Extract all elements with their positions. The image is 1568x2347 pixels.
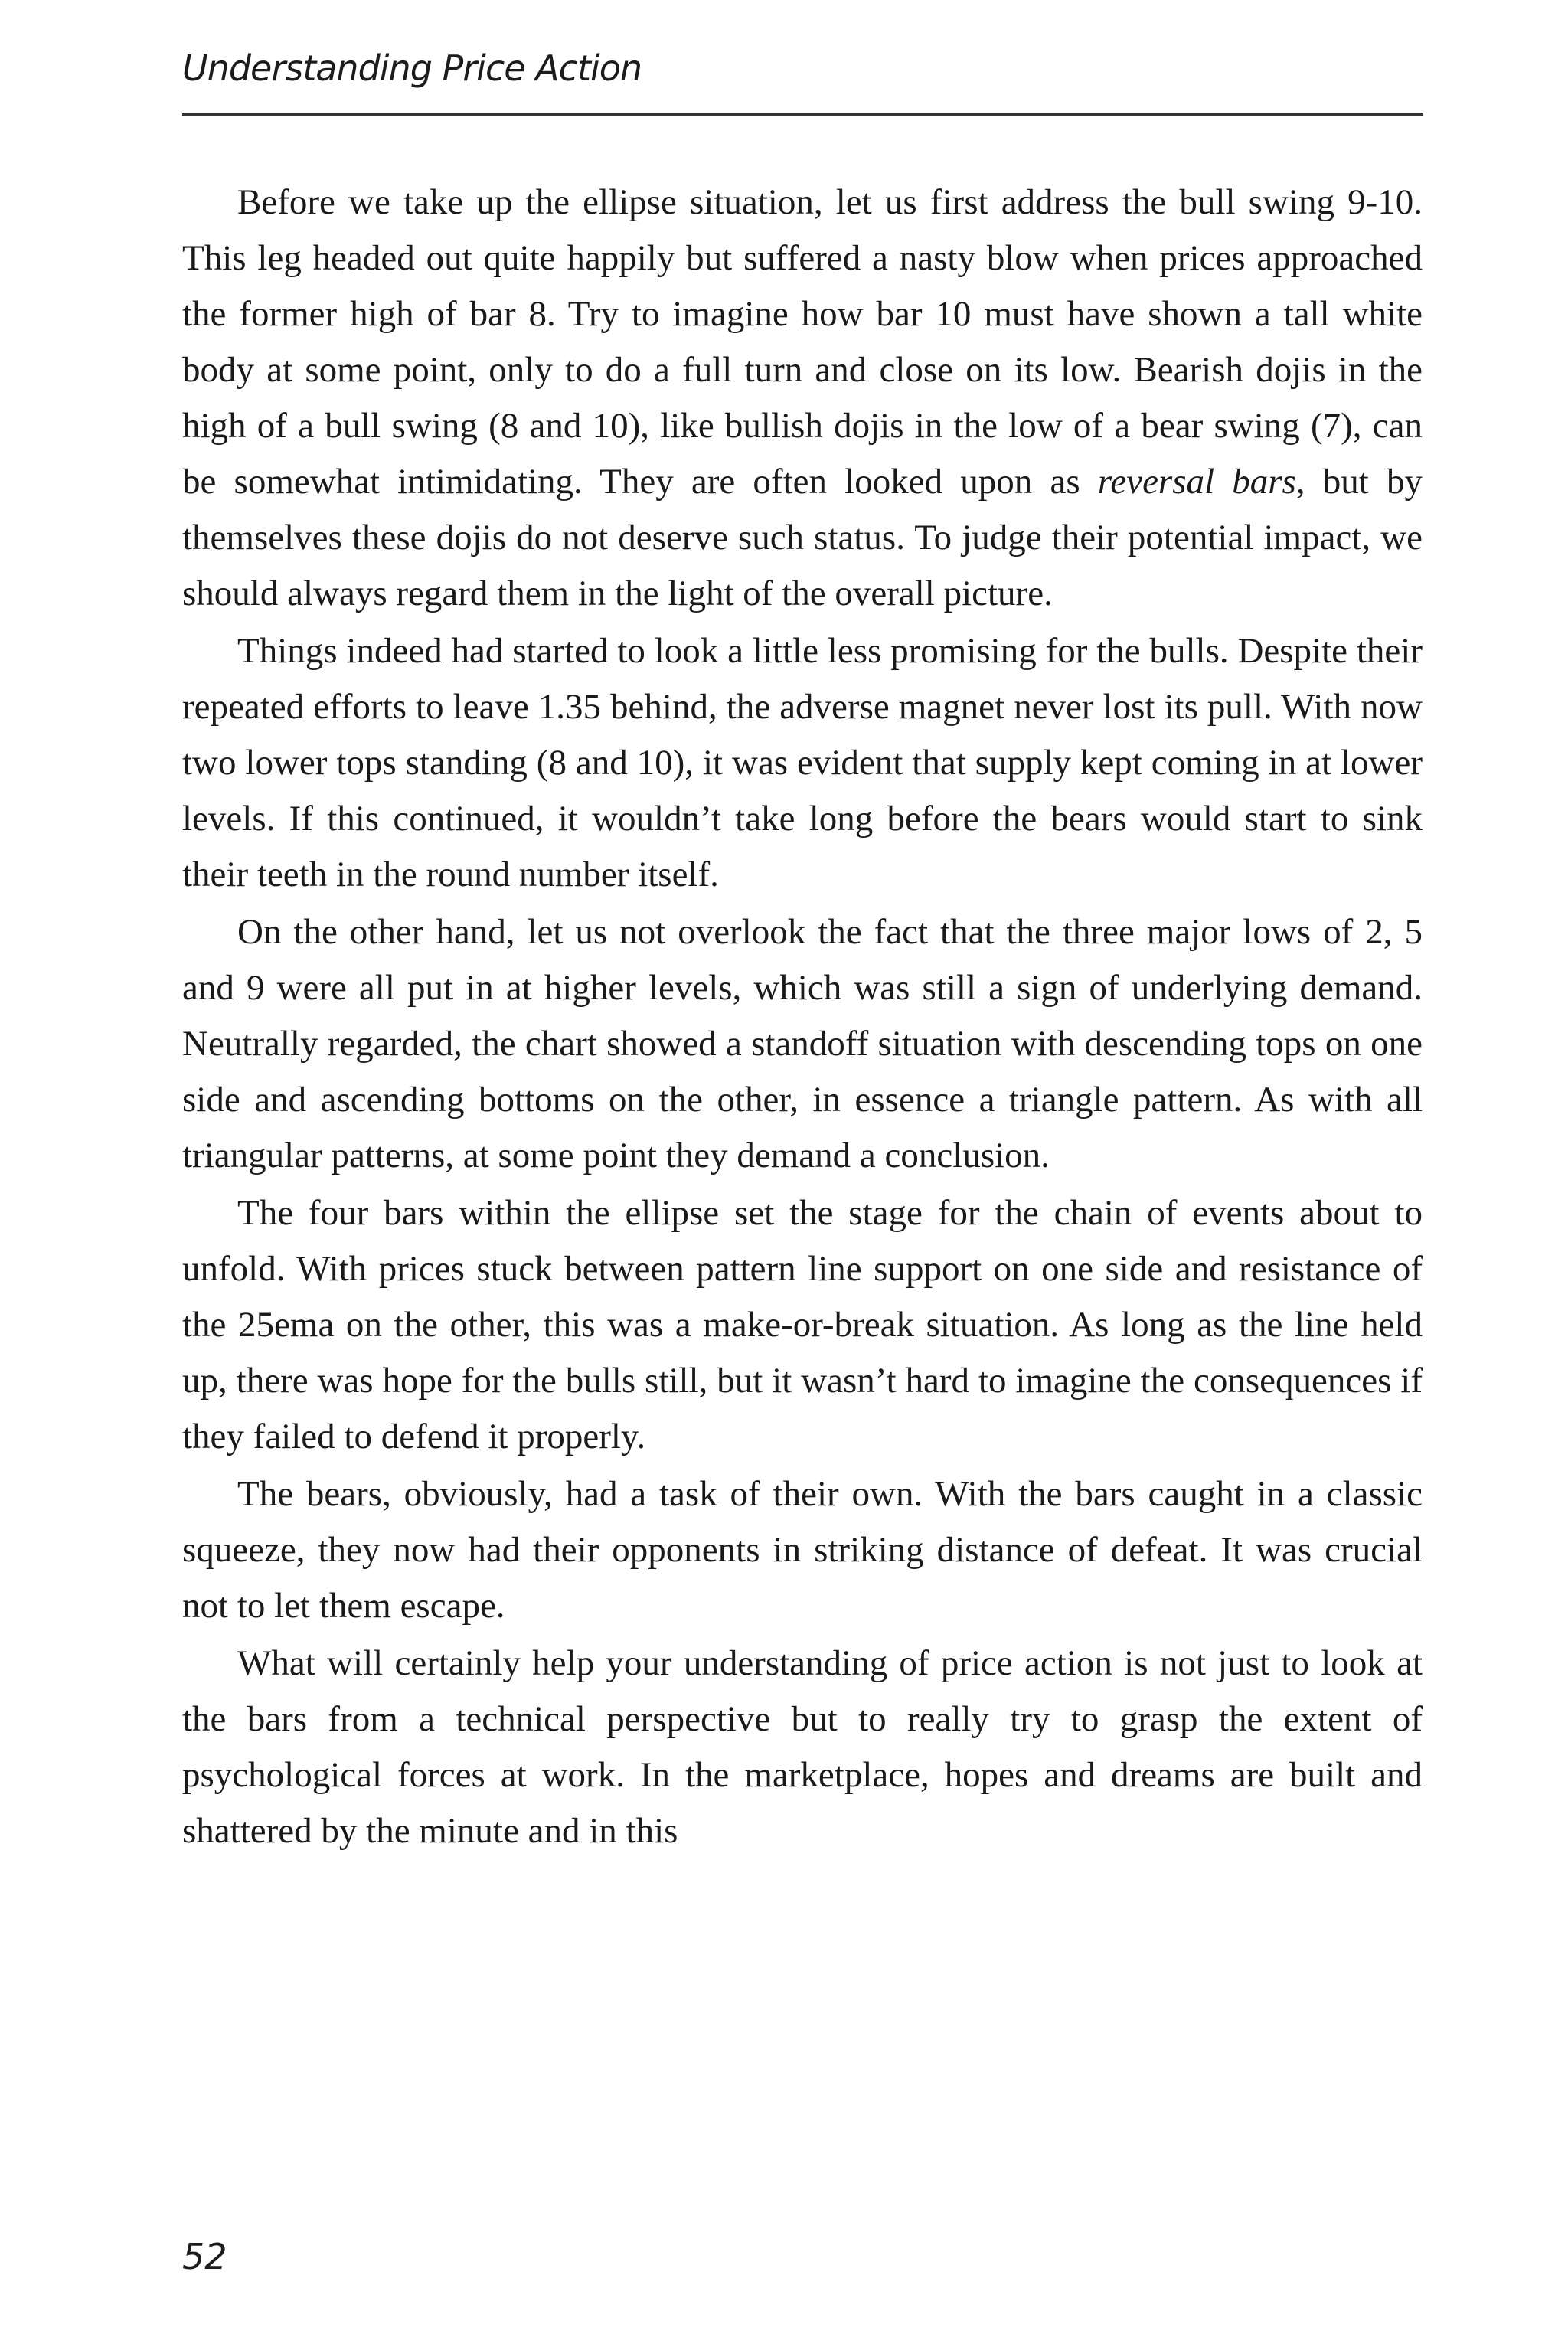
- header-rule: [182, 113, 1423, 116]
- paragraph: What will certainly help your understanding of price action is not just to look at the bars from a technical perspective but to really try to grasp the extent of psychological forces at work. In the marketplace, hopes and dreams are built and shattered by the minute and in this: [182, 1643, 1423, 1851]
- body-text: [182, 175, 1423, 1859]
- paragraph: Things indeed had started to look a little less promising for the bulls. Despite their repeated efforts to leave 1.35 behind, the adverse magnet never lost its pull. With now two lower tops standing (8 and 10), it was evident that supply kept coming in at lower levels. If this continued, it wouldn’t take long before the bears would start to sink their teeth in the round number itself.: [182, 631, 1423, 894]
- paragraph: On the other hand, let us not overlook the fact that the three major lows of 2, 5 and 9 were all put in at higher levels, which was still a sign of underlying demand. Neutrally regarded, the chart showed a standoff situation with descending tops on one side and ascending bottoms on the other, in essence a triangle pattern. As with all triangular patterns, at some point they demand a conclusion.: [182, 912, 1423, 1175]
- page-number: 52: [182, 2236, 227, 2277]
- paragraph: The four bars within the ellipse set the stage for the chain of events about to unfold. With prices stuck between pattern line support on one side and resistance of the 25ema on the other, this was a make-or-break situation. As long as the line held up, there was hope for the bulls still, but it wasn’t hard to imagine the consequences if they failed to defend it properly.: [182, 1193, 1423, 1456]
- running-head: Understanding Price Action: [182, 47, 642, 89]
- paragraph-text: , but by themselves these dojis do not deserve such status. To judge their potential impact, we should always regard them in the light of the overall picture.: [182, 462, 1423, 613]
- paragraph: [182, 175, 1423, 622]
- emphasis-term: reversal bars: [1097, 462, 1296, 502]
- paragraph: The bears, obviously, had a task of their own. With the bars caught in a classic squeeze, they now had their opponents in striking distance of defeat. It was crucial not to let them escape.: [182, 1474, 1423, 1626]
- paragraph-text: Before we take up the ellipse situation, let us first address the bull swing 9-10. This leg headed out quite happily but suffered a nasty blow when prices approached the former high of bar 8. Try to imagine how bar 10 must have shown a tall white body at some point, only to do a full turn and close on its low. Bearish dojis in the high of a bull swing (8 and 10), like bullish dojis in the low of a bear swing (7), can be somewhat intimidating. They are often looked upon as: [182, 182, 1423, 502]
